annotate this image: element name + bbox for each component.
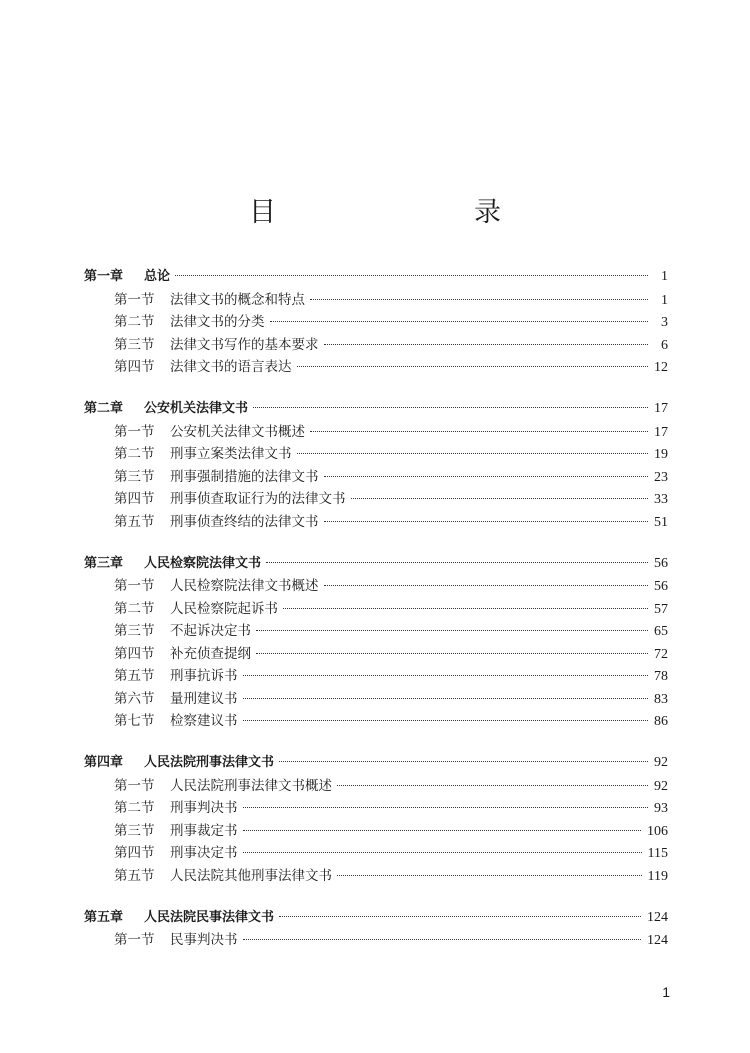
section-title: 人民法院刑事法律文书概述 xyxy=(170,777,332,794)
section-title: 检察建议书 xyxy=(170,713,238,729)
dot-leader xyxy=(243,698,649,699)
chapter-title: 人民法院民事法律文书 xyxy=(144,909,275,925)
page-number: 56 xyxy=(654,579,668,594)
section-title: 法律文书的概念和特点 xyxy=(170,291,305,308)
page-number: 56 xyxy=(654,555,668,571)
toc-section-entry[interactable] xyxy=(84,775,668,798)
page-number: 51 xyxy=(654,514,668,530)
section-number: 第二节 xyxy=(114,800,155,816)
page-number: 78 xyxy=(654,669,668,684)
page-title: 目 录 xyxy=(249,197,549,228)
toc-chapter-entry[interactable] xyxy=(84,398,668,421)
chapter-title: 公安机关法律文书 xyxy=(144,401,249,416)
dot-leader xyxy=(243,852,642,853)
chapter-title: 人民检察院法律文书 xyxy=(144,555,262,571)
page-number: 6 xyxy=(661,337,668,353)
dot-leader xyxy=(337,875,642,876)
section-title: 刑事侦查取证行为的法律文书 xyxy=(170,491,346,507)
toc-chapter xyxy=(84,553,668,733)
chapter-title: 人民法院刑事法律文书 xyxy=(144,755,275,770)
toc-section-entry[interactable] xyxy=(84,356,668,379)
toc-section-entry[interactable] xyxy=(84,334,668,357)
dot-leader xyxy=(243,830,642,831)
chapter-number: 第四章 xyxy=(84,755,124,770)
page-number: 57 xyxy=(654,601,668,617)
section-title: 刑事抗诉书 xyxy=(170,668,238,684)
toc-section-entry[interactable] xyxy=(84,598,668,621)
page-number: 86 xyxy=(654,714,668,729)
section-title: 刑事立案类法律文书 xyxy=(170,446,292,462)
section-number: 第四节 xyxy=(114,359,155,375)
page-number: 65 xyxy=(654,624,668,639)
page-number: 17 xyxy=(654,401,668,416)
toc-chapter xyxy=(84,398,668,533)
section-number: 第四节 xyxy=(114,645,155,662)
page-number: 93 xyxy=(654,801,668,816)
chapter-number: 第一章 xyxy=(84,269,124,284)
toc-section-entry[interactable] xyxy=(84,929,668,952)
dot-leader xyxy=(283,608,648,609)
section-title: 刑事裁定书 xyxy=(170,822,238,839)
section-number: 第四节 xyxy=(114,491,155,507)
section-number: 第三节 xyxy=(114,822,155,839)
section-title: 人民法院其他刑事法律文书 xyxy=(170,867,332,884)
section-title: 刑事判决书 xyxy=(170,800,238,816)
section-number: 第一节 xyxy=(114,777,155,794)
section-title: 公安机关法律文书概述 xyxy=(170,423,305,440)
section-number: 第一节 xyxy=(114,423,155,440)
section-title: 法律文书的语言表达 xyxy=(170,359,292,375)
page-number: 3 xyxy=(661,315,668,330)
toc-section-entry[interactable] xyxy=(84,797,668,820)
dot-leader xyxy=(175,275,648,276)
toc-section-entry[interactable] xyxy=(84,688,668,711)
section-number: 第三节 xyxy=(114,336,155,353)
page-number: 1 xyxy=(661,269,668,284)
section-title: 刑事侦查终结的法律文书 xyxy=(170,513,319,530)
toc-section-entry[interactable] xyxy=(84,842,668,865)
toc-chapter-entry[interactable] xyxy=(84,907,668,930)
page-number: 83 xyxy=(654,691,668,707)
section-number: 第二节 xyxy=(114,446,155,462)
section-number: 第二节 xyxy=(114,600,155,617)
page-number: 92 xyxy=(654,755,668,770)
toc-chapter xyxy=(84,907,668,952)
dot-leader xyxy=(324,344,649,345)
dot-leader xyxy=(270,321,649,322)
dot-leader xyxy=(324,585,649,586)
chapter-title: 总论 xyxy=(144,269,171,284)
toc-chapter-entry[interactable] xyxy=(84,266,668,289)
toc-section-entry[interactable] xyxy=(84,620,668,643)
section-title: 刑事决定书 xyxy=(170,845,238,861)
dot-leader xyxy=(243,675,649,676)
toc-section-entry[interactable] xyxy=(84,488,668,511)
toc-section-entry[interactable] xyxy=(84,311,668,334)
chapter-number: 第二章 xyxy=(84,401,124,416)
dot-leader xyxy=(253,407,648,408)
section-number: 第三节 xyxy=(114,468,155,485)
toc-section-entry[interactable] xyxy=(84,511,668,534)
page-number: 1 xyxy=(661,292,668,308)
section-number: 第一节 xyxy=(114,291,155,308)
toc-section-entry[interactable] xyxy=(84,443,668,466)
dot-leader xyxy=(310,431,648,432)
section-number: 第一节 xyxy=(114,578,155,594)
section-number: 第六节 xyxy=(114,690,155,707)
dot-leader xyxy=(324,476,649,477)
toc-section-entry[interactable] xyxy=(84,466,668,489)
section-title: 法律文书写作的基本要求 xyxy=(170,336,319,353)
section-number: 第一节 xyxy=(114,932,155,948)
dot-leader xyxy=(324,521,649,522)
toc-chapter-entry[interactable] xyxy=(84,553,668,576)
dot-leader xyxy=(279,916,641,917)
section-number: 第五节 xyxy=(114,513,155,530)
page-number: 19 xyxy=(654,447,668,462)
section-number: 第四节 xyxy=(114,845,155,861)
toc-chapter-entry[interactable] xyxy=(84,752,668,775)
dot-leader xyxy=(351,498,649,499)
page-number: 12 xyxy=(654,360,668,375)
section-title: 人民检察院法律文书概述 xyxy=(170,578,319,594)
page-number: 124 xyxy=(647,909,668,925)
page-number: 72 xyxy=(654,646,668,662)
page-number: 23 xyxy=(654,469,668,485)
dot-leader xyxy=(243,939,642,940)
dot-leader xyxy=(256,653,648,654)
section-number: 第二节 xyxy=(114,314,155,330)
section-number: 第五节 xyxy=(114,867,155,884)
dot-leader xyxy=(337,785,648,786)
table-of-contents xyxy=(84,266,668,971)
section-title: 不起诉决定书 xyxy=(170,623,251,639)
toc-chapter xyxy=(84,752,668,887)
toc-section-entry[interactable] xyxy=(84,665,668,688)
toc-section-entry[interactable] xyxy=(84,643,668,666)
dot-leader xyxy=(297,366,649,367)
dot-leader xyxy=(243,807,649,808)
page-number: 33 xyxy=(654,492,668,507)
dot-leader xyxy=(279,761,648,762)
page-number: 92 xyxy=(654,778,668,794)
dot-leader xyxy=(266,562,648,563)
section-title: 刑事强制措施的法律文书 xyxy=(170,468,319,485)
chapter-number: 第三章 xyxy=(84,555,124,571)
dot-leader xyxy=(243,720,649,721)
chapter-number: 第五章 xyxy=(84,909,124,925)
section-title: 民事判决书 xyxy=(170,932,238,948)
section-title: 补充侦查提纲 xyxy=(170,645,251,662)
toc-section-entry[interactable] xyxy=(84,710,668,733)
page-number: 106 xyxy=(647,823,668,839)
page-number: 119 xyxy=(647,868,668,884)
section-title: 人民检察院起诉书 xyxy=(170,600,278,617)
toc-section-entry[interactable] xyxy=(84,289,668,312)
dot-leader xyxy=(256,630,648,631)
page-number: 124 xyxy=(647,933,668,948)
section-number: 第五节 xyxy=(114,668,155,684)
section-number: 第七节 xyxy=(114,713,155,729)
section-title: 法律文书的分类 xyxy=(170,314,265,330)
toc-section-entry[interactable] xyxy=(84,421,668,444)
dot-leader xyxy=(310,299,648,300)
page-number: 115 xyxy=(647,846,668,861)
toc-section-entry[interactable] xyxy=(84,575,668,598)
section-number: 第三节 xyxy=(114,623,155,639)
footer-page-number: 1 xyxy=(662,984,670,1000)
section-title: 量刑建议书 xyxy=(170,690,238,707)
toc-chapter xyxy=(84,266,668,379)
toc-section-entry[interactable] xyxy=(84,865,668,888)
toc-section-entry[interactable] xyxy=(84,820,668,843)
dot-leader xyxy=(297,453,649,454)
page-number: 17 xyxy=(654,424,668,440)
